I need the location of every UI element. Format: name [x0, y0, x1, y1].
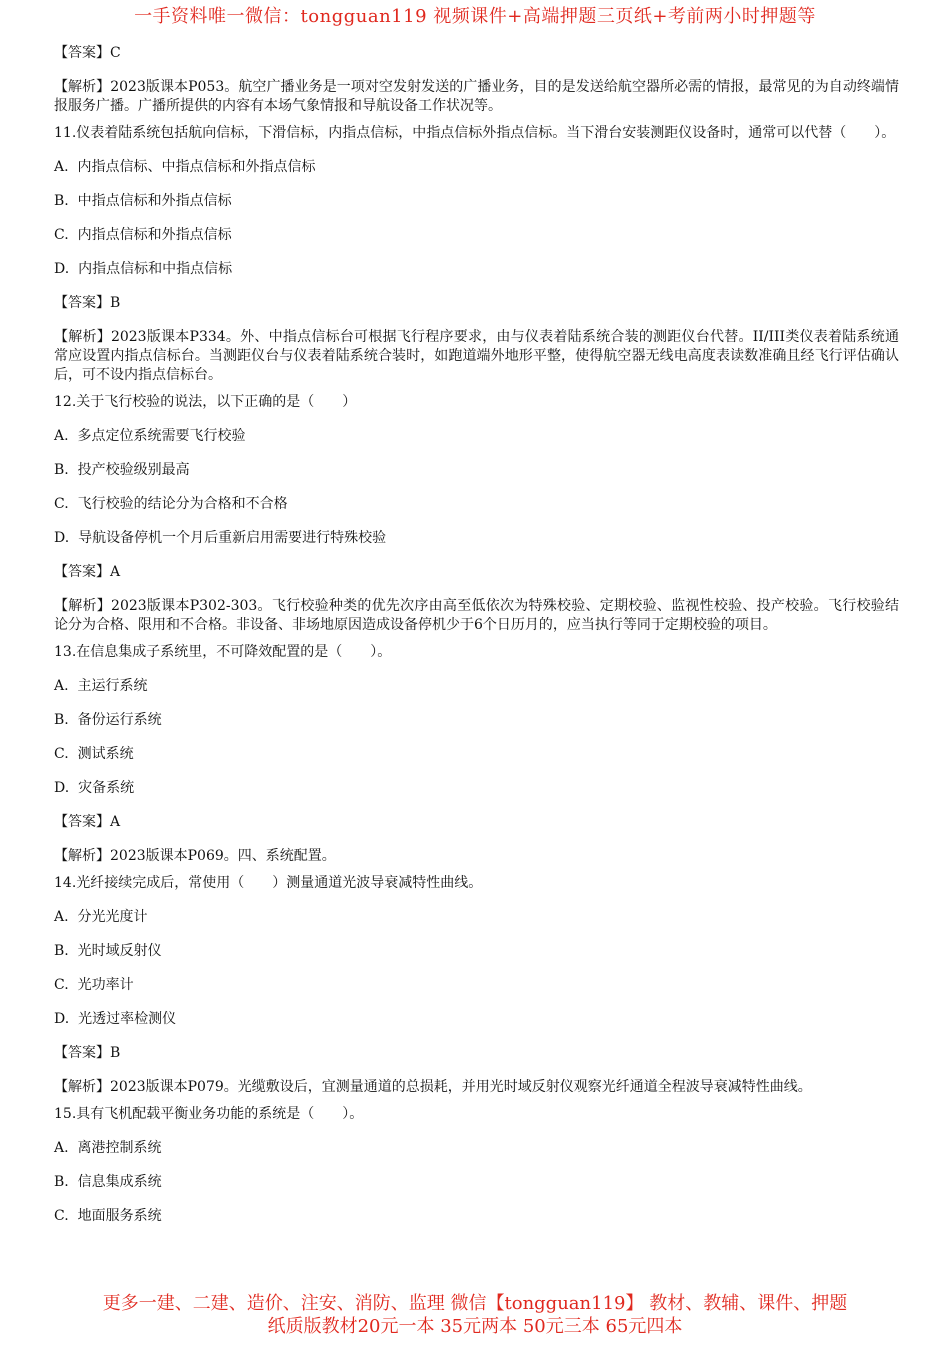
- header-watermark-banner: 一手资料唯一微信：tongguan119 视频课件+高端押题三页纸+考前两小时押题等: [134, 6, 816, 27]
- footer-line-1: 更多一建、二建、造价、注安、消防、监理 微信【tongguan119】 教材、教辅、课件、押题: [102, 1293, 848, 1314]
- explanation-paragraph: 【解析】2023版课本P053。航空广播业务是一项对空发射发送的广播业务，目的是发送给航空器所必需的情报，最常见的为自动终端情报服务广播。广播所提供的内容有本场气象情报和导航设备工作状况等。: [54, 79, 899, 114]
- footer-line-2: 纸质版教材20元一本 35元两本 50元三本 65元四本: [267, 1316, 683, 1337]
- answer-option: D. 灾备系统: [54, 780, 135, 796]
- answer-option: A. 多点定位系统需要飞行校验: [54, 428, 246, 444]
- question-stem: 11.仪表着陆系统包括航向信标，下滑信标，内指点信标，中指点信标外指点信标。当下滑台安装测距仪设备时，通常可以代替（ ）。: [54, 125, 896, 141]
- answer-line: 【答案】A: [54, 814, 121, 830]
- answer-option: A. 主运行系统: [54, 678, 148, 694]
- answer-option: D. 导航设备停机一个月后重新启用需要进行特殊校验: [54, 530, 387, 546]
- answer-option: C. 内指点信标和外指点信标: [54, 227, 232, 243]
- explanation-paragraph: 【解析】2023版课本P079。光缆敷设后，宜测量通道的总损耗，并用光时域反射仪观察光纤通道全程波导衰减特性曲线。: [54, 1079, 812, 1095]
- answer-option: B. 信息集成系统: [54, 1174, 162, 1190]
- footer-watermark: [0, 1292, 950, 1338]
- answer-line: 【答案】B: [54, 295, 121, 311]
- answer-option: B. 备份运行系统: [54, 712, 162, 728]
- question-stem: 15.具有飞机配载平衡业务功能的系统是（ ）。: [54, 1106, 364, 1122]
- answer-option: B. 光时域反射仪: [54, 943, 162, 959]
- answer-line: 【答案】B: [54, 1045, 121, 1061]
- answer-option: A. 内指点信标、中指点信标和外指点信标: [54, 159, 316, 175]
- answer-option: C. 测试系统: [54, 746, 134, 762]
- explanation-paragraph: 【解析】2023版课本P334。外、中指点信标台可根据飞行程序要求，由与仪表着陆系统合装的测距仪台代替。II/III类仪表着陆系统通常应设置内指点信标台。当测距仪台与仪表着陆系统合装时，如跑道端外地形平整，使得航空器无线电高度表读数准确且经飞行评估确认后，可不设内指点信标台。: [54, 329, 899, 383]
- answer-option: B. 投产校验级别最高: [54, 462, 190, 478]
- question-stem: 12.关于飞行校验的说法，以下正确的是（ ）: [54, 394, 357, 410]
- question-stem: 13.在信息集成子系统里，不可降效配置的是（ ）。: [54, 644, 392, 660]
- answer-option: A. 离港控制系统: [54, 1140, 162, 1156]
- answer-option: A. 分光光度计: [54, 909, 148, 925]
- answer-line: 【答案】C: [54, 45, 121, 61]
- answer-line: 【答案】A: [54, 564, 121, 580]
- answer-option: D. 光透过率检测仪: [54, 1011, 177, 1027]
- answer-option: C. 光功率计: [54, 977, 134, 993]
- explanation-paragraph: 【解析】2023版课本P069。四、系统配置。: [54, 848, 336, 864]
- question-stem: 14.光纤接续完成后，常使用（ ）测量通道光波导衰减特性曲线。: [54, 875, 483, 891]
- explanation-paragraph: 【解析】2023版课本P302-303。飞行校验种类的优先次序由高至低依次为特殊校验、定期校验、监视性校验、投产校验。飞行校验结论分为合格、限用和不合格。非设备、非场地原因造成设备停机少于6个日历月的，应当执行等同于定期校验的项目。: [54, 598, 899, 633]
- document-body: [54, 44, 899, 1241]
- answer-option: C. 地面服务系统: [54, 1208, 162, 1224]
- answer-option: C. 飞行校验的结论分为合格和不合格: [54, 496, 288, 512]
- answer-option: D. 内指点信标和中指点信标: [54, 261, 233, 277]
- answer-option: B. 中指点信标和外指点信标: [54, 193, 232, 209]
